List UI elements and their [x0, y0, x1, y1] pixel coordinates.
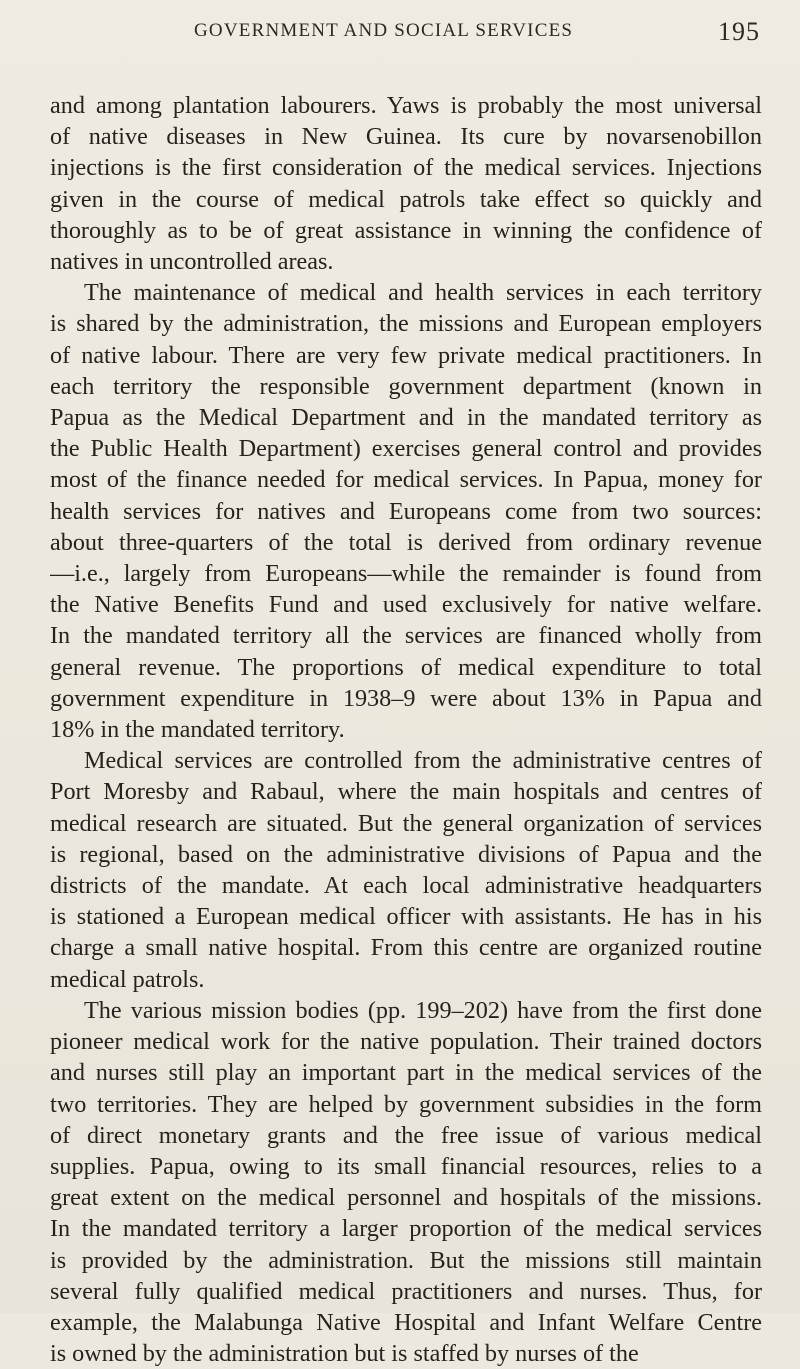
text-line: is stationed a European medical officer with assistants. He has in his [50, 903, 762, 931]
text-line: charge a small native hospital. From this centre are organized routine [50, 934, 762, 962]
text-line: natives in uncontrolled areas. [50, 248, 334, 276]
text-line: two territories. They are helped by government subsidies in the form [50, 1090, 762, 1118]
text-line: general revenue. The proportions of medical expenditure to total [50, 653, 762, 681]
text-line: about three-quarters of the total is derived from ordinary revenue [50, 528, 762, 556]
text-line: is owned by the administration but is staffed by nurses of the [50, 1340, 639, 1368]
text-line: great extent on the medical personnel and hospitals of the missions. [50, 1184, 762, 1212]
text-line: each territory the responsible government department (known in [50, 372, 762, 400]
text-line: the Native Benefits Fund and used exclusively for native welfare. [50, 591, 762, 619]
text-line: thoroughly as to be of great assistance in winning the confidence of [50, 216, 762, 244]
running-title: GOVERNMENT AND SOCIAL SERVICES [194, 20, 574, 41]
text-line: pioneer medical work for the native population. Their trained doctors [50, 1028, 762, 1056]
text-line: Port Moresby and Rabaul, where the main hospitals and centres of [50, 778, 762, 806]
text-line: In the mandated territory all the services are financed wholly from [50, 622, 762, 650]
text-line: Papua as the Medical Department and in the mandated territory as [50, 404, 762, 432]
paragraph [50, 277, 762, 745]
text-line: The maintenance of medical and health services in each territory [84, 279, 762, 307]
text-line: health services for natives and Europeans come from two sources: [50, 497, 762, 525]
text-line: injections is the first consideration of the medical services. Injections [50, 154, 762, 182]
text-line: supplies. Papua, owing to its small financial resources, relies to a [50, 1152, 762, 1180]
running-head [50, 14, 762, 56]
text-line: given in the course of medical patrols take effect so quickly and [50, 185, 762, 213]
text-line: the Public Health Department) exercises general control and provides [50, 435, 762, 463]
text-line: medical patrols. [50, 965, 205, 993]
text-line: several fully qualified medical practitioners and nurses. Thus, for [50, 1277, 762, 1305]
text-line: The various mission bodies (pp. 199–202) have from the first done [84, 996, 762, 1024]
text-line: and nurses still play an important part in the medical services of the [50, 1059, 762, 1087]
text-line: 18% in the mandated territory. [50, 716, 345, 744]
text-line: medical research are situated. But the general organization of services [50, 809, 762, 837]
text-line: most of the finance needed for medical services. In Papua, money for [50, 466, 762, 494]
text-line: and among plantation labourers. Yaws is probably the most universal [50, 92, 762, 119]
text-line: is regional, based on the administrative divisions of Papua and the [50, 840, 762, 868]
body-text [50, 90, 762, 1369]
text-line: districts of the mandate. At each local administrative headquarters [50, 872, 762, 900]
text-line: is provided by the administration. But the missions still maintain [50, 1246, 762, 1274]
text-line: example, the Malabunga Native Hospital and Infant Welfare Centre [50, 1308, 762, 1336]
text-line: In the mandated territory a larger proportion of the medical services [50, 1215, 762, 1243]
page-number: 195 [718, 17, 760, 46]
paragraph [50, 745, 762, 995]
text-line: of direct monetary grants and the free issue of various medical [50, 1121, 762, 1149]
text-line: —i.e., largely from Europeans—while the remainder is found from [50, 560, 762, 588]
text-line: is shared by the administration, the missions and European employers [50, 310, 762, 338]
text-line: government expenditure in 1938–9 were about 13% in Papua and [50, 684, 762, 712]
paragraph [50, 90, 762, 277]
text-line: of native labour. There are very few private medical practitioners. In [50, 341, 762, 369]
text-line: Medical services are controlled from the administrative centres of [84, 747, 762, 775]
text-line: of native diseases in New Guinea. Its cure by novarsenobillon [50, 123, 762, 151]
